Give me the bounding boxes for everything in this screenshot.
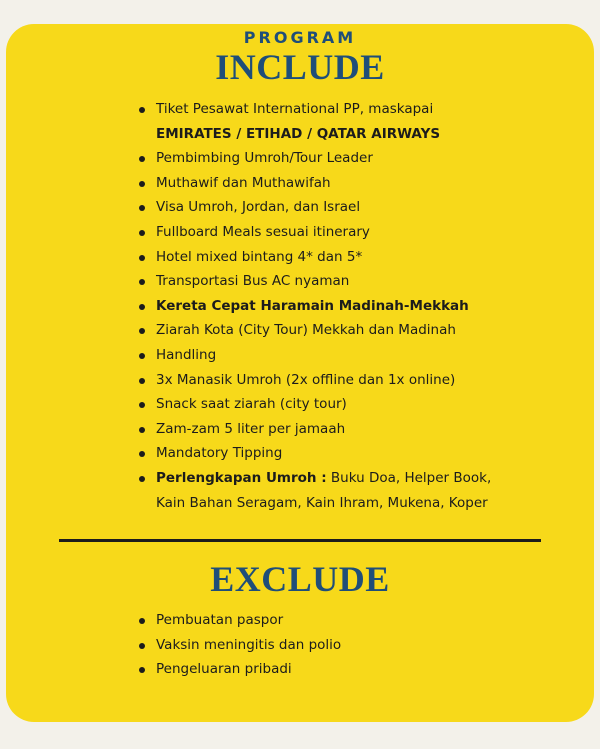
list-item: Mandatory Tipping (136, 441, 491, 466)
bullet-icon (139, 643, 145, 649)
bullet-icon (139, 279, 145, 285)
list-item-airfare: Tiket Pesawat International PP, maskapai EMIRATES / ETIHAD / QATAR AIRWAYS (136, 97, 491, 146)
bullet-icon (139, 107, 145, 113)
section-divider (59, 539, 541, 542)
list-item: Hotel mixed bintang 4* dan 5* (136, 245, 491, 270)
bullet-icon (139, 451, 145, 457)
list-item: Zam-zam 5 liter per jamaah (136, 417, 491, 442)
program-label: PROGRAM (243, 28, 357, 47)
bullet-icon (139, 181, 145, 187)
list-item: 3x Manasik Umroh (2x offline dan 1x online) (136, 368, 491, 393)
list-item: Handling (136, 343, 491, 368)
list-item: Muthawif dan Muthawifah (136, 171, 491, 196)
list-item: Pembuatan paspor (136, 608, 341, 633)
bullet-icon (139, 667, 145, 673)
exclude-list (136, 608, 341, 682)
exclude-heading: EXCLUDE (210, 559, 390, 599)
list-item: Visa Umroh, Jordan, dan Israel (136, 195, 491, 220)
program-card (6, 24, 594, 722)
bullet-icon (139, 476, 145, 482)
list-item: Snack saat ziarah (city tour) (136, 392, 491, 417)
bullet-icon (139, 353, 145, 359)
list-item: Ziarah Kota (City Tour) Mekkah dan Madinah (136, 318, 491, 343)
list-item: Pembimbing Umroh/Tour Leader (136, 146, 491, 171)
equipment-label: Perlengkapan Umroh : (156, 469, 327, 486)
list-item-train: Kereta Cepat Haramain Madinah-Mekkah (136, 294, 491, 319)
list-item: Vaksin meningitis dan polio (136, 633, 341, 658)
bullet-icon (139, 304, 145, 310)
bullet-icon (139, 618, 145, 624)
bullet-icon (139, 402, 145, 408)
airlines-text: EMIRATES / ETIHAD / QATAR AIRWAYS (156, 125, 441, 142)
bullet-icon (139, 205, 145, 211)
bullet-icon (139, 156, 145, 162)
bullet-icon (139, 255, 145, 261)
include-heading: INCLUDE (215, 47, 385, 87)
list-item: Fullboard Meals sesuai itinerary (136, 220, 491, 245)
list-item: Transportasi Bus AC nyaman (136, 269, 491, 294)
bullet-icon (139, 378, 145, 384)
bullet-icon (139, 328, 145, 334)
include-list (136, 97, 491, 515)
list-item: Pengeluaran pribadi (136, 657, 341, 682)
list-item-equipment: Perlengkapan Umroh : Buku Doa, Helper Book, Kain Bahan Seragam, Kain Ihram, Mukena, Koper (136, 466, 491, 515)
bullet-icon (139, 230, 145, 236)
bullet-icon (139, 427, 145, 433)
